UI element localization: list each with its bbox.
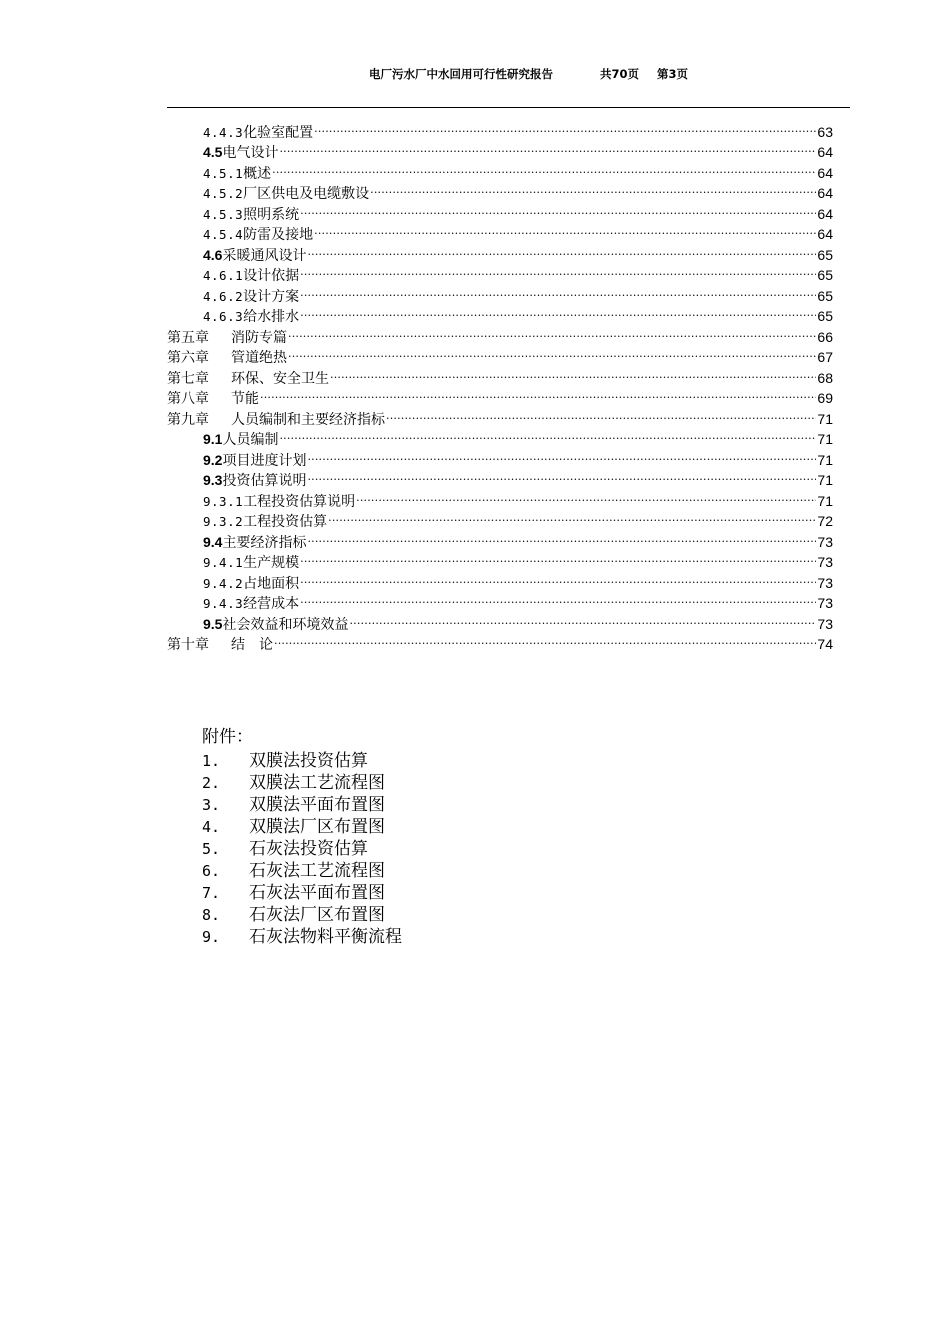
toc-entry-title: 经营成本 — [243, 596, 300, 612]
toc-entry-number: 4.6 — [203, 246, 223, 263]
toc-entry-title: 结 论 — [231, 637, 273, 653]
appendix-item-title: 双膜法投资估算 — [249, 751, 368, 771]
appendix-item — [202, 750, 402, 772]
dot-leader — [300, 588, 816, 609]
appendix-item-title: 石灰法投资估算 — [249, 839, 368, 859]
toc-entry-title: 环保、安全卫生 — [231, 370, 329, 387]
dot-leader — [288, 342, 816, 363]
appendix-item-number: 6. — [202, 862, 221, 880]
toc-entry-page: 64 — [817, 144, 833, 160]
toc-entry-page: 74 — [817, 636, 833, 652]
toc-entry-page: 66 — [817, 328, 833, 345]
dot-leader — [300, 280, 816, 301]
toc-entry-number: 9.2 — [203, 451, 223, 468]
appendix-item-number: 4. — [202, 818, 221, 836]
appendix — [202, 724, 402, 948]
toc-entry-page: 73 — [817, 533, 833, 550]
toc-entry-title: 防雷及接地 — [243, 227, 314, 243]
appendix-item — [202, 926, 402, 948]
toc-entry-number: 4.6.2 — [203, 288, 244, 304]
toc-entry-number: 第十章 — [167, 637, 209, 653]
appendix-item — [202, 904, 402, 926]
toc-entry-page: 63 — [817, 123, 833, 140]
toc-entry[interactable] — [167, 403, 833, 428]
toc-entry-number: 第八章 — [167, 391, 209, 407]
toc-entry-title: 设计方案 — [243, 288, 300, 305]
toc-entry-title: 生产规模 — [243, 555, 300, 571]
toc-entry-number: 9.4.3 — [203, 596, 244, 611]
toc-entry-title: 厂区供电及电缆敷设 — [243, 186, 370, 202]
toc-entry-title: 电气设计 — [222, 145, 279, 161]
page-header — [167, 66, 850, 86]
dot-leader — [328, 506, 816, 527]
toc-entry-title: 人员编制和主要经济指标 — [231, 411, 385, 428]
toc-entry-page: 64 — [817, 226, 833, 242]
appendix-item — [202, 860, 402, 882]
appendix-item-title: 石灰法物料平衡流程 — [249, 927, 402, 947]
dot-leader — [356, 485, 816, 506]
appendix-item-title: 石灰法厂区布置图 — [249, 905, 385, 925]
toc-entry-page: 73 — [817, 595, 833, 611]
appendix-item — [202, 882, 402, 904]
toc-entry-title: 项目进度计划 — [222, 452, 307, 469]
document-title: 电厂污水厂中水回用可行性研究报告 — [369, 67, 553, 81]
dot-leader — [314, 116, 816, 137]
toc-entry-title: 工程投资估算说明 — [243, 493, 356, 510]
toc-entry-number: 9.3.2 — [203, 514, 244, 529]
appendix-item-number: 1. — [202, 752, 221, 770]
toc-entry-page: 64 — [817, 205, 833, 222]
toc-entry-page: 64 — [817, 164, 833, 181]
appendix-item-title: 石灰法工艺流程图 — [249, 861, 385, 881]
dot-leader — [300, 567, 816, 588]
dot-leader — [370, 178, 816, 199]
appendix-item — [202, 794, 402, 816]
toc-entry-page: 65 — [817, 246, 833, 263]
appendix-item-title: 双膜法厂区布置图 — [249, 817, 385, 837]
dot-leader — [307, 444, 816, 465]
dot-leader — [307, 239, 816, 260]
toc-entry-number: 4.5.4 — [203, 227, 244, 242]
appendix-item — [202, 816, 402, 838]
toc-entry-page: 69 — [817, 390, 833, 406]
toc-entry-title: 给水排水 — [243, 309, 300, 325]
toc-entry-page: 73 — [817, 615, 833, 632]
toc-entry-page: 65 — [817, 287, 833, 304]
appendix-item-number: 2. — [202, 774, 221, 792]
header-rule — [167, 107, 850, 108]
toc-entry-page: 71 — [817, 410, 833, 427]
dot-leader — [260, 383, 816, 404]
toc-entry-page: 71 — [817, 431, 833, 447]
appendix-item-number: 5. — [202, 840, 221, 858]
table-of-contents — [167, 116, 833, 653]
toc-entry-title: 节能 — [231, 391, 259, 407]
toc-entry-page: 71 — [817, 472, 833, 488]
appendix-title: 附件： — [202, 727, 253, 747]
dot-leader — [300, 198, 816, 219]
toc-entry-number: 4.5.3 — [203, 206, 244, 222]
toc-entry-title: 工程投资估算 — [243, 514, 328, 530]
toc-entry-number: 4.5.2 — [203, 186, 244, 201]
dot-leader — [307, 526, 816, 547]
toc-entry-number: 4.6.3 — [203, 309, 244, 324]
toc-entry-page: 64 — [817, 185, 833, 201]
toc-entry-page: 73 — [817, 554, 833, 570]
appendix-item-title: 双膜法工艺流程图 — [249, 773, 385, 793]
toc-entry-title: 消防专篇 — [231, 329, 287, 346]
toc-entry-page: 65 — [817, 308, 833, 324]
toc-entry-title: 社会效益和环境效益 — [222, 616, 349, 633]
toc-entry-page: 68 — [817, 369, 833, 386]
toc-entry-title: 化验室配置 — [243, 124, 314, 141]
toc-entry-title: 占地面积 — [243, 575, 300, 592]
toc-entry-number: 9.3.1 — [203, 493, 244, 509]
appendix-item-number: 7. — [202, 884, 221, 902]
page-number: 第3页 — [657, 67, 689, 81]
toc-entry-number: 4.4.3 — [203, 124, 244, 140]
dot-leader — [279, 137, 816, 158]
appendix-item — [202, 838, 402, 860]
toc-entry-title: 人员编制 — [222, 432, 279, 448]
toc-entry[interactable] — [167, 116, 833, 141]
toc-entry-number: 9.4.2 — [203, 575, 244, 591]
toc-entry-number: 4.6.1 — [203, 268, 244, 283]
appendix-item-title: 双膜法平面布置图 — [249, 795, 385, 815]
toc-entry-title: 概述 — [243, 165, 272, 182]
toc-entry-number: 9.5 — [203, 615, 223, 632]
toc-entry-page: 67 — [817, 349, 833, 365]
toc-entry-page: 72 — [817, 513, 833, 529]
toc-entry-title: 采暖通风设计 — [222, 247, 307, 264]
dot-leader — [314, 219, 816, 240]
toc-entry-number: 4.5.1 — [203, 165, 244, 181]
toc-entry-number: 第六章 — [167, 350, 209, 366]
dot-leader — [300, 547, 816, 568]
appendix-item — [202, 772, 402, 794]
dot-leader — [274, 629, 816, 650]
toc-entry-page: 71 — [817, 451, 833, 468]
dot-leader — [288, 321, 816, 342]
dot-leader — [307, 465, 816, 486]
toc-entry-page: 71 — [817, 492, 833, 509]
toc-entry-title: 照明系统 — [243, 206, 300, 223]
appendix-item-number: 8. — [202, 906, 221, 924]
dot-leader — [330, 362, 816, 383]
dot-leader — [272, 157, 816, 178]
toc-entry-number: 第九章 — [167, 411, 209, 428]
dot-leader — [300, 301, 816, 322]
toc-entry-number: 9.4.1 — [203, 555, 244, 570]
appendix-item-title: 石灰法平面布置图 — [249, 883, 385, 903]
appendix-item-number: 9. — [202, 928, 221, 946]
toc-entry-number: 9.1 — [203, 431, 223, 447]
dot-leader — [386, 403, 816, 424]
appendix-list — [202, 750, 402, 948]
toc-entry-number: 第七章 — [167, 370, 209, 387]
toc-entry-title: 投资估算说明 — [222, 473, 307, 489]
toc-entry-number: 第五章 — [167, 329, 209, 346]
toc-entry-title: 管道绝热 — [231, 350, 287, 366]
dot-leader — [300, 260, 816, 281]
toc-entry-number: 9.3 — [203, 472, 223, 488]
toc-entry-number: 4.5 — [203, 144, 223, 160]
appendix-item-number: 3. — [202, 796, 221, 814]
toc-entry[interactable] — [167, 383, 833, 407]
total-pages: 共70页 — [600, 67, 640, 81]
toc-entry-number: 9.4 — [203, 533, 223, 550]
dot-leader — [279, 424, 816, 445]
toc-entry-page: 73 — [817, 574, 833, 591]
toc-entry-title: 主要经济指标 — [222, 534, 307, 551]
toc-entry-page: 65 — [817, 267, 833, 283]
toc-entry-title: 设计依据 — [243, 268, 300, 284]
dot-leader — [349, 608, 816, 629]
